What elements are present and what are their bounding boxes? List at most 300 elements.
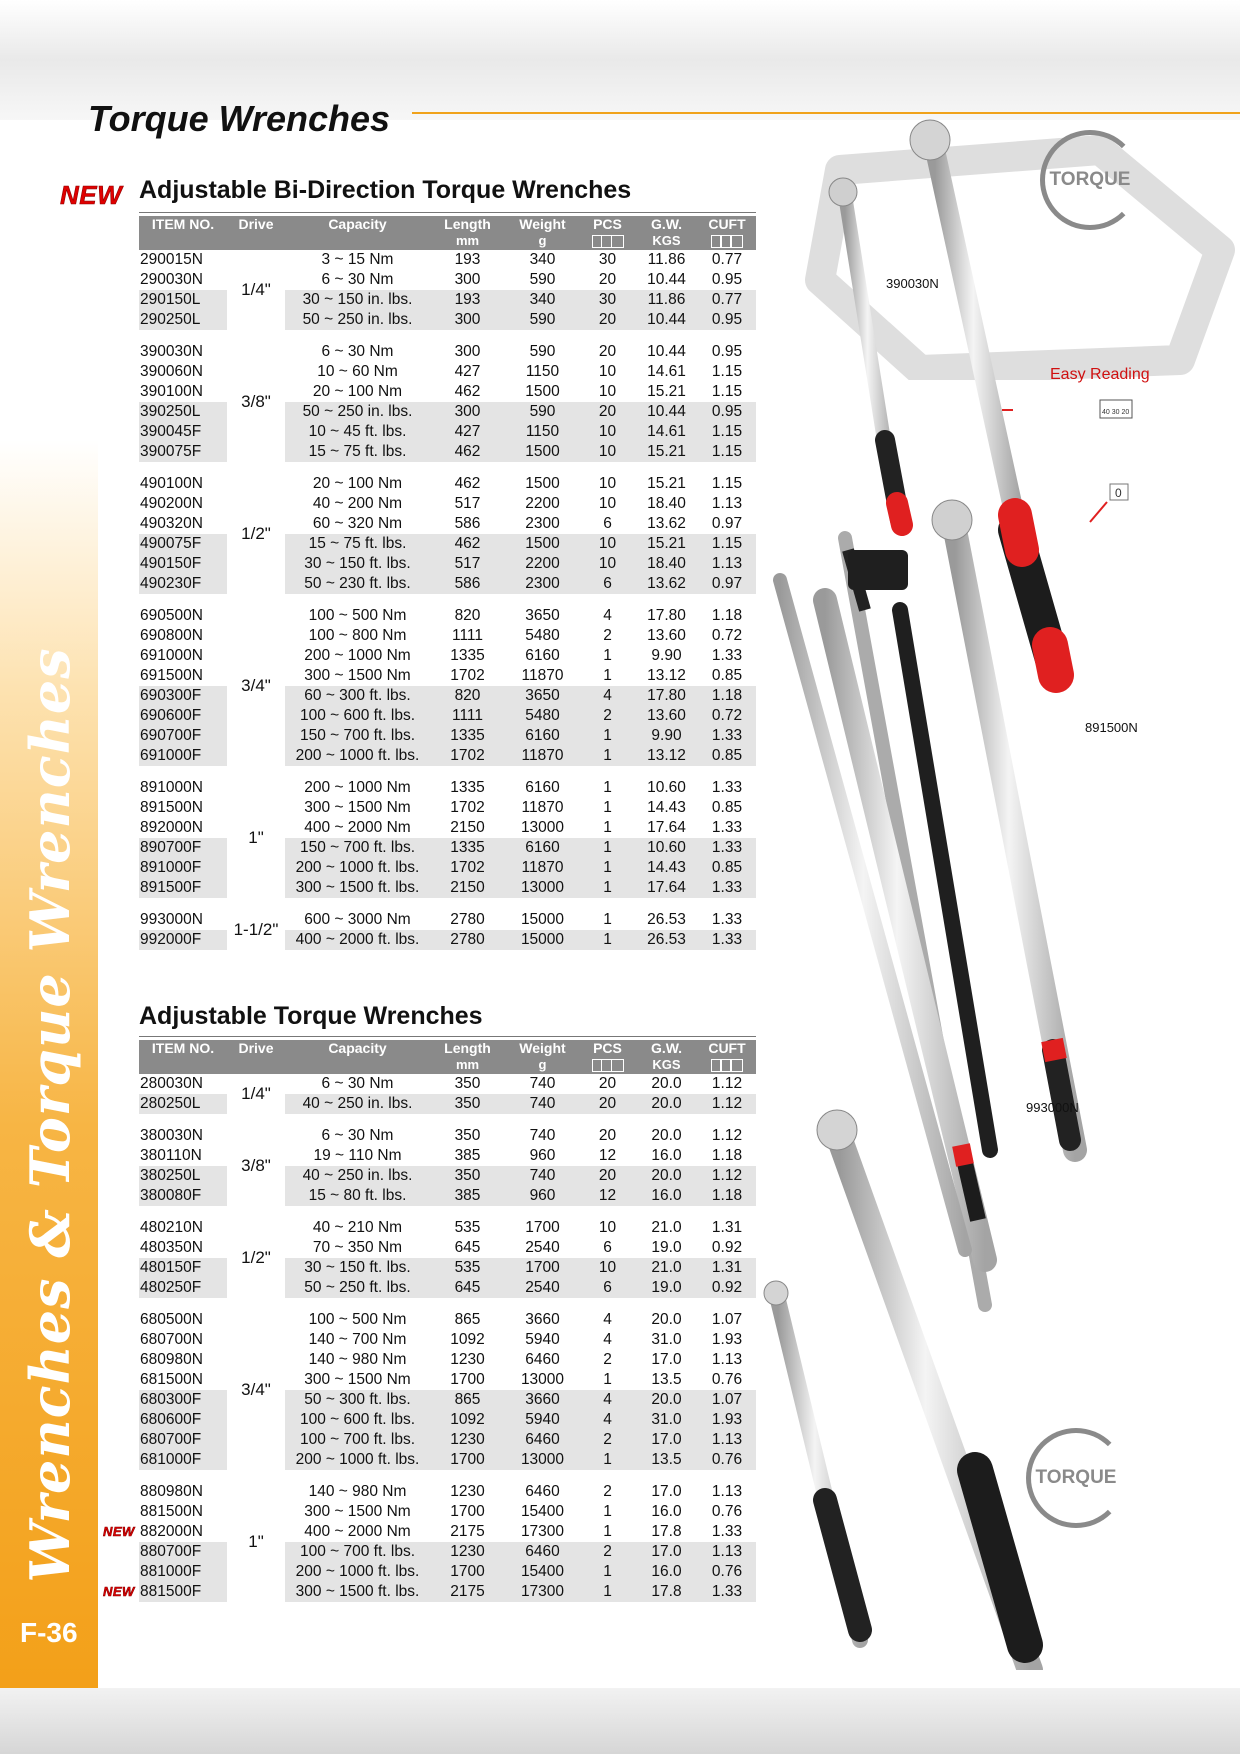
weight: 11870 — [505, 746, 580, 766]
torque-badge-bottom: TORQUE — [1026, 1428, 1126, 1528]
pcs: 30 — [598, 251, 617, 268]
gross-weight: 10.60 — [647, 779, 686, 796]
length: 820 — [430, 686, 505, 706]
weight: 3650 — [505, 686, 580, 706]
cuft: 1.13 — [698, 1430, 756, 1450]
length: 535 — [454, 1219, 481, 1236]
length: 517 — [454, 495, 481, 512]
item-number-text: 690700F — [140, 727, 202, 744]
item-number-text: 680300F — [140, 1391, 202, 1408]
gross-weight: 15.21 — [647, 383, 686, 400]
cuft: 1.15 — [711, 475, 743, 492]
gross-weight: 9.90 — [651, 647, 682, 664]
weight: 1500 — [505, 534, 580, 554]
capacity: 50 ~ 300 ft. lbs. — [285, 1390, 430, 1410]
capacity: 300 ~ 1500 ft. lbs. — [285, 1582, 430, 1602]
table-row — [139, 250, 756, 270]
capacity: 40 ~ 250 in. lbs. — [285, 1166, 430, 1186]
carton-icon — [592, 1059, 624, 1072]
capacity: 15 ~ 80 ft. lbs. — [285, 1186, 430, 1206]
weight: 15000 — [520, 911, 565, 928]
capacity: 10 ~ 60 Nm — [317, 363, 398, 380]
item-number — [139, 402, 227, 422]
weight: 740 — [505, 1166, 580, 1186]
weight: 340 — [529, 251, 556, 268]
item-number — [139, 1430, 227, 1450]
cuft: 0.97 — [698, 574, 756, 594]
item-number — [139, 1278, 227, 1298]
length: 517 — [430, 554, 505, 574]
item-number-text: 880700F — [140, 1543, 202, 1560]
pcs: 20 — [598, 343, 617, 360]
weight: 1150 — [525, 363, 560, 380]
svg-text:40 30 20: 40 30 20 — [1102, 409, 1130, 416]
capacity: 300 ~ 1500 Nm — [304, 1371, 411, 1388]
gross-weight: 16.0 — [651, 1503, 682, 1520]
drive-size: 1/2" — [227, 1218, 285, 1298]
pcs: 1 — [603, 1371, 612, 1388]
item-number — [139, 1370, 227, 1390]
capacity: 50 ~ 250 ft. lbs. — [285, 1278, 430, 1298]
pcs: 2 — [603, 627, 612, 644]
weight: 11870 — [505, 858, 580, 878]
drive-size: 1/4" — [227, 250, 285, 330]
length: 300 — [454, 343, 481, 360]
gross-weight: 18.40 — [635, 554, 698, 574]
item-number-text: 290150L — [140, 291, 201, 308]
cuft: 1.18 — [698, 686, 756, 706]
group-spacer — [139, 462, 756, 474]
column-header-pcs — [580, 216, 635, 250]
length: 1702 — [450, 667, 485, 684]
item-number-text: 380110N — [140, 1147, 202, 1164]
item-number — [139, 514, 227, 534]
length: 350 — [454, 1075, 481, 1092]
pcs: 1 — [603, 667, 612, 684]
column-header-label: Drive — [238, 216, 274, 232]
capacity: 40 ~ 210 Nm — [312, 1219, 403, 1236]
capacity: 140 ~ 700 Nm — [308, 1331, 407, 1348]
item-number-text: 680980N — [140, 1351, 203, 1368]
weight: 2300 — [505, 574, 580, 594]
item-number — [139, 626, 227, 646]
capacity: 70 ~ 350 Nm — [312, 1239, 403, 1256]
item-number — [139, 422, 227, 442]
weight: 960 — [505, 1186, 580, 1206]
cuft: 1.33 — [711, 1523, 743, 1540]
item-number — [139, 310, 227, 330]
length: 350 — [454, 1127, 481, 1144]
item-number-text: 891000N — [140, 779, 203, 796]
item-number-text: 891000F — [140, 859, 202, 876]
length: 1230 — [430, 1542, 505, 1562]
column-header-label: ITEM NO. — [151, 1040, 215, 1056]
item-number-text: 490320N — [140, 515, 203, 532]
cuft: 0.85 — [711, 799, 743, 816]
length: 385 — [454, 1147, 481, 1164]
length: 1702 — [430, 746, 505, 766]
wrench-891500N — [932, 500, 1075, 1150]
pcs: 2 — [603, 1351, 612, 1368]
pcs: 1 — [603, 1503, 612, 1520]
section2-rule — [139, 1036, 756, 1037]
wrench-280-series — [764, 1281, 860, 1640]
gross-weight: 17.64 — [635, 878, 698, 898]
gross-weight: 15.21 — [647, 475, 686, 492]
cuft: 0.76 — [698, 1450, 756, 1470]
length: 350 — [430, 1094, 505, 1114]
capacity: 30 ~ 150 ft. lbs. — [285, 1258, 430, 1278]
capacity: 40 ~ 250 in. lbs. — [285, 1094, 430, 1114]
item-number-text: 881000F — [140, 1563, 202, 1580]
weight: 6460 — [525, 1351, 560, 1368]
cuft: 1.13 — [711, 1351, 743, 1368]
pcs: 20 — [598, 271, 617, 288]
table-header-row — [139, 1040, 756, 1074]
item-number-text: 380030N — [140, 1127, 203, 1144]
pcs: 12 — [580, 1186, 635, 1206]
column-header-label: Length — [444, 216, 491, 232]
length: 462 — [430, 534, 505, 554]
table-row — [139, 342, 756, 362]
length: 1700 — [450, 1371, 485, 1388]
column-unit: mm — [455, 1057, 480, 1072]
column-header-label: PCS — [593, 216, 622, 232]
group-spacer — [139, 1114, 756, 1126]
capacity: 60 ~ 300 ft. lbs. — [285, 686, 430, 706]
item-number — [139, 686, 227, 706]
weight: 11870 — [521, 667, 564, 684]
item-number-text: 490230F — [140, 575, 202, 592]
weight: 15000 — [505, 930, 580, 950]
length: 1335 — [450, 779, 485, 796]
weight: 740 — [505, 1094, 580, 1114]
item-number — [139, 726, 227, 746]
item-number — [139, 1258, 227, 1278]
cuft: 0.85 — [698, 858, 756, 878]
column-header-pcs — [580, 1040, 635, 1074]
cuft: 1.18 — [698, 1186, 756, 1206]
item-number — [139, 858, 227, 878]
cuft: 1.33 — [698, 1582, 756, 1602]
section2-table — [103, 1040, 756, 1602]
weight: 13000 — [505, 878, 580, 898]
column-header-drive — [227, 1040, 285, 1074]
weight: 960 — [529, 1147, 556, 1164]
length: 300 — [430, 310, 505, 330]
capacity: 100 ~ 700 ft. lbs. — [285, 1430, 430, 1450]
cuft: 1.18 — [711, 1147, 743, 1164]
length: 2175 — [430, 1582, 505, 1602]
item-number-text: 992000F — [140, 931, 202, 948]
length: 350 — [430, 1166, 505, 1186]
pcs: 1 — [603, 647, 612, 664]
pcs: 10 — [598, 363, 617, 380]
table-row — [139, 1218, 756, 1238]
column-header-label: Capacity — [328, 216, 387, 232]
column-unit: KGS — [652, 233, 681, 248]
item-number — [139, 706, 227, 726]
column-header-length — [430, 1040, 505, 1074]
item-number — [139, 270, 227, 290]
capacity: 200 ~ 1000 Nm — [304, 779, 411, 796]
pcs: 10 — [598, 475, 617, 492]
column-header-gw — [635, 1040, 698, 1074]
column-header-label: Drive — [238, 1040, 274, 1056]
pcs: 12 — [598, 1147, 617, 1164]
capacity: 20 ~ 100 Nm — [312, 475, 403, 492]
length: 300 — [430, 402, 505, 422]
item-number — [139, 1410, 227, 1430]
item-number-text: 290250L — [140, 311, 201, 328]
pcs: 20 — [580, 1094, 635, 1114]
capacity: 400 ~ 2000 ft. lbs. — [285, 930, 430, 950]
item-number-text: 880980N — [140, 1483, 203, 1500]
item-number — [139, 1482, 227, 1502]
gross-weight: 17.80 — [647, 607, 686, 624]
length: 193 — [430, 290, 505, 310]
gross-weight: 19.0 — [635, 1278, 698, 1298]
weight: 17300 — [505, 1582, 580, 1602]
weight: 6460 — [505, 1542, 580, 1562]
pcs: 2 — [603, 1483, 612, 1500]
item-number — [139, 606, 227, 626]
item-number — [139, 1218, 227, 1238]
column-header-length — [430, 216, 505, 250]
cuft: 0.92 — [711, 1239, 743, 1256]
drive-size: 3/4" — [227, 1310, 285, 1470]
capacity: 100 ~ 800 Nm — [308, 627, 407, 644]
item-number-text: 490200N — [140, 495, 203, 512]
section1-table — [139, 216, 756, 950]
cuft: 1.13 — [698, 554, 756, 574]
item-number — [139, 838, 227, 858]
length: 2780 — [450, 911, 485, 928]
column-unit: KGS — [652, 1057, 681, 1072]
cuft: 1.33 — [711, 647, 743, 664]
group-spacer — [139, 898, 756, 910]
gross-weight: 13.12 — [635, 746, 698, 766]
column-header-label: Length — [444, 1040, 491, 1056]
length: 1230 — [450, 1483, 485, 1500]
weight: 2200 — [525, 495, 560, 512]
gross-weight: 20.0 — [635, 1094, 698, 1114]
item-number — [139, 910, 227, 930]
gross-weight: 31.0 — [635, 1410, 698, 1430]
weight: 15400 — [520, 1503, 565, 1520]
carton-icon — [592, 235, 624, 248]
length: 1092 — [450, 1331, 485, 1348]
pcs: 10 — [598, 495, 617, 512]
item-number — [139, 818, 227, 838]
weight: 5940 — [505, 1410, 580, 1430]
weight: 740 — [529, 1075, 556, 1092]
pcs: 6 — [603, 1239, 612, 1256]
length: 535 — [430, 1258, 505, 1278]
item-number — [139, 1146, 227, 1166]
pcs: 4 — [580, 686, 635, 706]
table-row — [139, 778, 756, 798]
item-number-text: 380250L — [140, 1167, 201, 1184]
cuft: 0.76 — [711, 1503, 743, 1520]
gross-weight: 10.44 — [635, 402, 698, 422]
length: 1700 — [430, 1562, 505, 1582]
capacity: 20 ~ 100 Nm — [312, 383, 403, 400]
column-header-label: Capacity — [328, 1040, 387, 1056]
item-number-text: 380080F — [140, 1187, 202, 1204]
weight: 6160 — [525, 779, 560, 796]
item-number — [139, 290, 227, 310]
column-unit: g — [538, 233, 547, 248]
length: 1230 — [430, 1430, 505, 1450]
product-label-390030N: 390030N — [886, 276, 939, 291]
capacity: 300 ~ 1500 ft. lbs. — [285, 878, 430, 898]
column-unit: g — [538, 1057, 547, 1072]
column-header-weight — [505, 1040, 580, 1074]
drive-size: 1-1/2" — [227, 910, 285, 950]
cuft: 1.12 — [711, 1127, 743, 1144]
capacity: 100 ~ 600 ft. lbs. — [285, 706, 430, 726]
drive-size: 3/4" — [227, 606, 285, 766]
pcs: 20 — [598, 1127, 617, 1144]
gross-weight: 17.8 — [651, 1523, 682, 1540]
product-label-891500N: 891500N — [1085, 720, 1138, 735]
gross-weight: 13.60 — [635, 706, 698, 726]
table-row — [139, 1310, 756, 1330]
item-number — [139, 554, 227, 574]
item-number — [139, 494, 227, 514]
cuft: 1.15 — [711, 363, 743, 380]
capacity: 30 ~ 150 ft. lbs. — [285, 554, 430, 574]
item-number — [139, 250, 227, 270]
cuft: 0.77 — [711, 251, 743, 268]
item-number-text: 480150F — [140, 1259, 202, 1276]
item-number-text: 993000N — [140, 911, 203, 928]
gross-weight: 13.60 — [647, 627, 686, 644]
new-badge: NEW — [60, 180, 123, 210]
group-spacer — [139, 1470, 756, 1482]
item-number — [139, 1350, 227, 1370]
item-number — [139, 746, 227, 766]
column-header-label: ITEM NO. — [151, 216, 215, 232]
gross-weight: 15.21 — [635, 442, 698, 462]
gross-weight: 19.0 — [651, 1239, 682, 1256]
cuft: 1.15 — [711, 383, 743, 400]
cuft: 0.76 — [698, 1562, 756, 1582]
weight: 6160 — [505, 726, 580, 746]
cuft: 0.95 — [711, 343, 743, 360]
pcs: 10 — [598, 1219, 617, 1236]
weight: 1700 — [525, 1219, 560, 1236]
length: 427 — [454, 363, 481, 380]
weight: 2540 — [505, 1278, 580, 1298]
length: 645 — [454, 1239, 481, 1256]
drive-size: 3/8" — [227, 342, 285, 462]
pcs: 4 — [603, 1331, 612, 1348]
weight: 11870 — [521, 799, 564, 816]
table-row — [139, 1126, 756, 1146]
capacity: 100 ~ 500 Nm — [308, 607, 407, 624]
cuft: 1.15 — [698, 422, 756, 442]
table-header-row — [139, 216, 756, 250]
cuft: 1.33 — [711, 911, 743, 928]
item-number-text: 882000N — [140, 1523, 203, 1540]
weight: 740 — [529, 1127, 556, 1144]
drive-size: 1/4" — [227, 1074, 285, 1114]
item-number — [139, 1330, 227, 1350]
pcs: 20 — [580, 402, 635, 422]
cuft: 1.93 — [698, 1410, 756, 1430]
pcs: 10 — [580, 534, 635, 554]
gross-weight: 20.0 — [635, 1390, 698, 1410]
item-number-text: 680700N — [140, 1331, 203, 1348]
length: 865 — [430, 1390, 505, 1410]
capacity: 150 ~ 700 ft. lbs. — [285, 726, 430, 746]
new-badge: NEW — [103, 1524, 135, 1539]
pcs: 1 — [603, 779, 612, 796]
cuft: 0.97 — [711, 515, 743, 532]
gross-weight: 17.64 — [647, 819, 686, 836]
pcs: 10 — [598, 383, 617, 400]
weight: 6160 — [525, 647, 560, 664]
weight: 5480 — [505, 706, 580, 726]
item-number-text: 490075F — [140, 535, 202, 552]
cuft: 1.33 — [698, 878, 756, 898]
capacity: 300 ~ 1500 Nm — [304, 1503, 411, 1520]
pcs: 1 — [580, 930, 635, 950]
length: 1335 — [430, 726, 505, 746]
weight: 2540 — [525, 1239, 560, 1256]
weight: 3660 — [525, 1311, 560, 1328]
cuft: 1.13 — [698, 1542, 756, 1562]
item-number-text: 691500N — [140, 667, 203, 684]
gross-weight: 26.53 — [647, 911, 686, 928]
pcs: 1 — [580, 1582, 635, 1602]
item-number-text: 881500N — [140, 1503, 203, 1520]
item-number — [139, 342, 227, 362]
weight: 17300 — [520, 1523, 565, 1540]
gross-weight: 18.40 — [647, 495, 686, 512]
section1-heading: Adjustable Bi-Direction Torque Wrenches — [139, 176, 632, 204]
length: 1230 — [450, 1351, 485, 1368]
column-header-item-no — [139, 216, 227, 250]
gross-weight: 20.0 — [635, 1166, 698, 1186]
pcs: 1 — [580, 726, 635, 746]
capacity: 19 ~ 110 Nm — [313, 1147, 402, 1164]
gross-weight: 16.0 — [635, 1562, 698, 1582]
column-header-label: PCS — [593, 1040, 622, 1056]
column-header-label: Weight — [519, 216, 566, 232]
item-number — [139, 474, 227, 494]
pcs: 2 — [580, 1542, 635, 1562]
capacity: 15 ~ 75 ft. lbs. — [285, 534, 430, 554]
item-number — [139, 1390, 227, 1410]
drive-size: 3/8" — [227, 1126, 285, 1206]
wrench-illustration — [740, 110, 1240, 1670]
capacity: 60 ~ 320 Nm — [312, 515, 403, 532]
length: 1702 — [430, 858, 505, 878]
weight: 13000 — [520, 819, 565, 836]
weight: 590 — [505, 310, 580, 330]
cuft: 0.85 — [698, 746, 756, 766]
column-header-label: CUFT — [708, 216, 746, 232]
item-number — [139, 382, 227, 402]
pcs: 1 — [580, 838, 635, 858]
pcs: 1 — [603, 1523, 612, 1540]
pcs: 10 — [580, 442, 635, 462]
item-number-text: 690300F — [140, 687, 202, 704]
gross-weight: 17.8 — [635, 1582, 698, 1602]
